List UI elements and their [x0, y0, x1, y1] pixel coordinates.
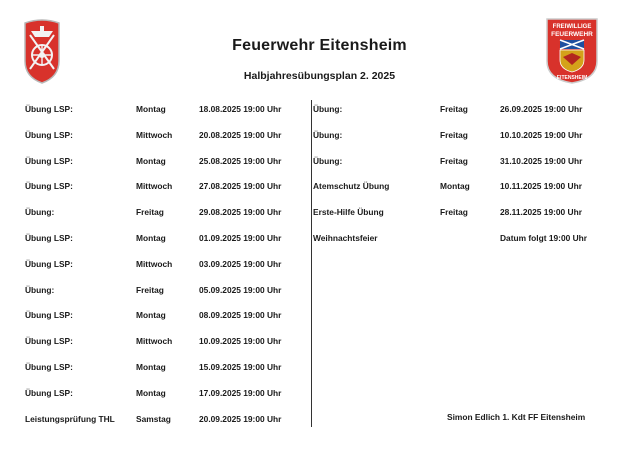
row-name: Übung LSP:: [25, 155, 73, 166]
row-name: Atemschutz Übung: [313, 181, 390, 192]
row-day: Freitag: [440, 129, 468, 140]
row-day: Mittwoch: [136, 258, 173, 269]
row-date: 27.08.2025 19:00 Uhr: [199, 181, 282, 192]
row-day: Freitag: [440, 207, 468, 218]
row-name: Erste-Hilfe Übung: [313, 207, 384, 218]
row-day: Samstag: [136, 413, 171, 424]
row-name: Übung LSP:: [25, 129, 73, 140]
row-date: 20.09.2025 19:00 Uhr: [199, 413, 282, 424]
row-date: 10.11.2025 19:00 Uhr: [500, 181, 582, 192]
row-day: Montag: [136, 310, 166, 321]
row-date: 08.09.2025 19:00 Uhr: [199, 310, 282, 321]
row-name: Übung:: [313, 104, 343, 114]
row-name: Übung:: [25, 284, 55, 295]
page-title: Feuerwehr Eitensheim: [232, 37, 407, 54]
row-name: Übung LSP:: [25, 336, 73, 347]
row-date: 05.09.2025 19:00 Uhr: [199, 284, 282, 295]
row-date: 29.08.2025 19:00 Uhr: [199, 207, 282, 218]
row-name: Übung LSP:: [25, 387, 73, 398]
row-date: 31.10.2025 19:00 Uhr: [500, 155, 583, 166]
row-day: Montag: [136, 233, 166, 243]
row-date: 10.09.2025 19:00 Uhr: [199, 336, 282, 347]
row-day: Montag: [136, 104, 166, 114]
badge-text-mid: FEUERWEHR: [551, 31, 593, 38]
row-date: 15.09.2025 19:00 Uhr: [199, 362, 282, 372]
row-name: Übung LSP:: [25, 181, 73, 192]
badge-text-bottom: EITENSHEIM: [556, 75, 588, 81]
page-subtitle: Halbjahresübungsplan 2. 2025: [243, 70, 396, 82]
row-day: Freitag: [136, 207, 164, 218]
row-date: 25.08.2025 19:00 Uhr: [199, 155, 282, 166]
badge-text-top: FREIWILLIGE: [552, 24, 592, 30]
row-date: Datum folgt 19:00 Uhr: [500, 233, 588, 243]
row-day: Mittwoch: [136, 129, 173, 140]
row-name: Übung LSP:: [25, 104, 73, 114]
row-name: Übung LSP:: [25, 258, 73, 269]
row-date: 18.08.2025 19:00 Uhr: [199, 104, 282, 114]
row-day: Freitag: [440, 155, 468, 166]
row-day: Montag: [136, 155, 166, 166]
column-divider: [311, 100, 312, 427]
row-day: Mittwoch: [136, 336, 173, 347]
row-name: Übung:: [313, 129, 343, 140]
row-day: Mittwoch: [136, 181, 173, 192]
signature-line: Simon Edlich 1. Kdt FF Eitensheim: [447, 412, 586, 422]
row-day: Freitag: [440, 104, 468, 114]
row-day: Montag: [136, 387, 166, 398]
row-day: Montag: [136, 362, 166, 372]
row-date: 26.09.2025 19:00 Uhr: [500, 104, 583, 114]
row-day: Freitag: [136, 284, 164, 295]
row-date: 01.09.2025 19:00 Uhr: [199, 233, 282, 243]
row-name: Übung LSP:: [25, 362, 73, 372]
row-name: Übung:: [25, 207, 55, 218]
row-name: Übung LSP:: [25, 233, 73, 243]
row-date: 20.08.2025 19:00 Uhr: [199, 129, 282, 140]
row-name: Weihnachtsfeier: [313, 233, 378, 243]
row-date: 28.11.2025 19:00 Uhr: [500, 207, 582, 218]
row-name: Übung LSP:: [25, 310, 73, 321]
row-name: Leistungsprüfung THL: [25, 413, 115, 424]
row-day: Montag: [440, 181, 470, 192]
row-name: Übung:: [313, 155, 343, 166]
row-date: 10.10.2025 19:00 Uhr: [500, 129, 583, 140]
row-date: 03.09.2025 19:00 Uhr: [199, 258, 282, 269]
row-date: 17.09.2025 19:00 Uhr: [199, 387, 282, 398]
